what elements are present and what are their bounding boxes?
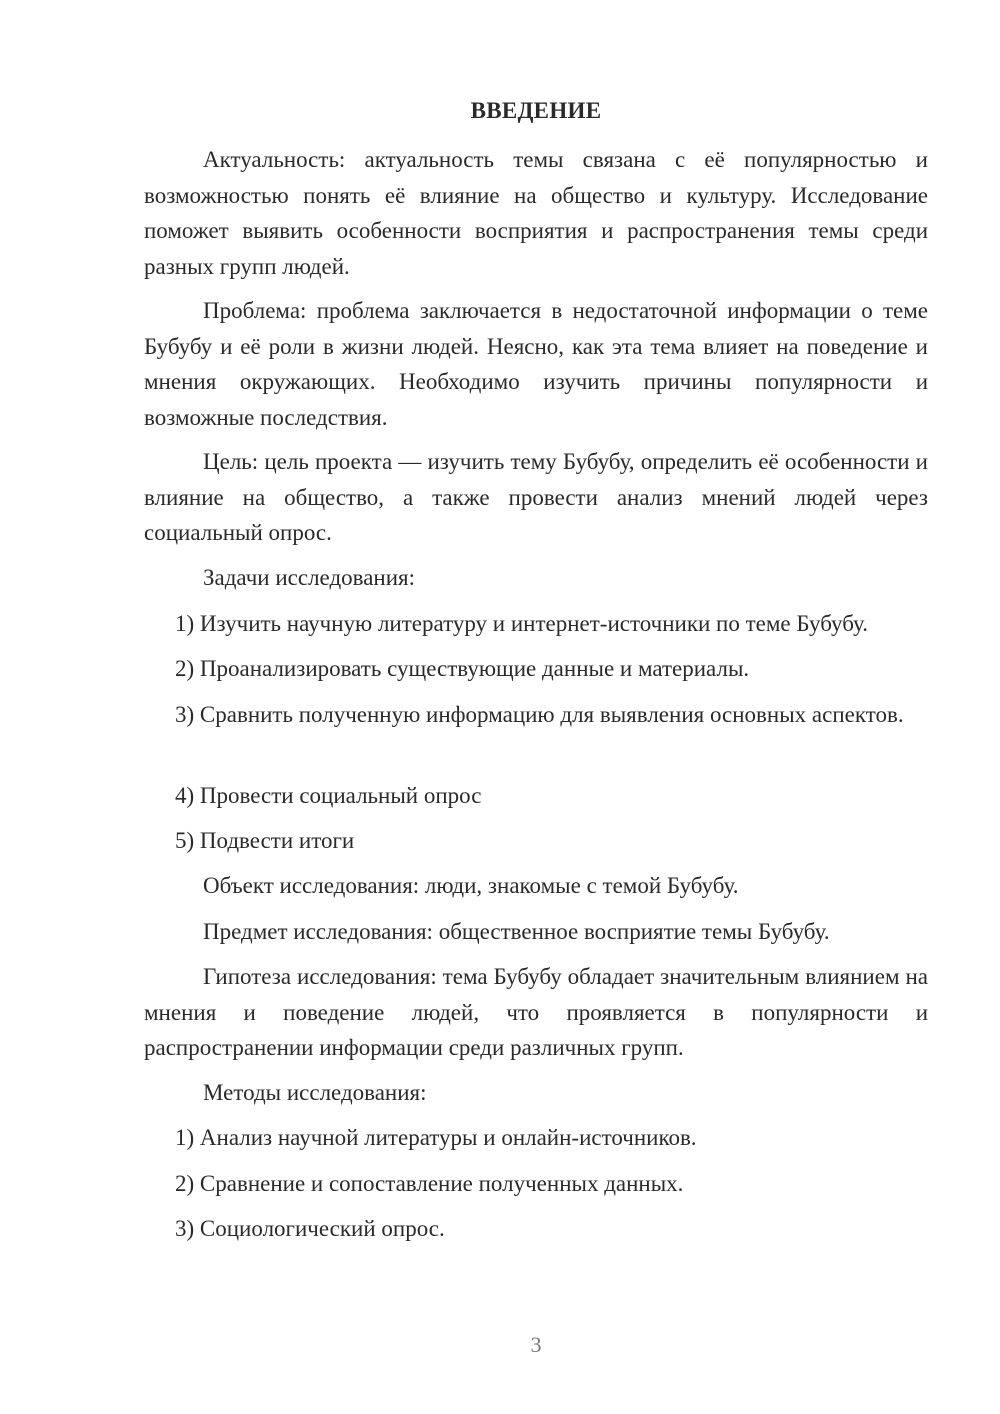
paragraph-subject: Предмет исследования: общественное восприятие темы Бубубу. <box>203 919 830 944</box>
paragraph-object: Объект исследования: люди, знакомые с темой Бубубу. <box>203 873 739 898</box>
method-item: 3) Социологический опрос. <box>175 1216 445 1241</box>
page-number: 3 <box>530 1332 542 1357</box>
method-item: 1) Анализ научной литературы и онлайн-источников. <box>175 1125 697 1150</box>
paragraph-relevance: Актуальность: актуальность темы связана с её популярностью и возможностью понять её влияние на общество и культуру. Исследование поможет выявить особенности восприятия и распространения темы среди разных групп людей. <box>144 147 928 279</box>
task-item: 3) Сравнить полученную информацию для выявления основных аспектов. <box>175 702 904 727</box>
tasks-heading: Задачи исследования: <box>203 565 416 590</box>
task-item: 2) Проанализировать существующие данные и материалы. <box>175 656 750 681</box>
task-item: 5) Подвести итоги <box>175 828 355 853</box>
paragraph-hypothesis: Гипотеза исследования: тема Бубубу обладает значительным влиянием на мнения и поведение людей, что проявляется в популярности и распространении информации среди различных групп. <box>144 964 928 1060</box>
methods-heading: Методы исследования: <box>203 1080 427 1105</box>
task-item: 4) Провести социальный опрос <box>175 783 482 808</box>
task-item: 1) Изучить научную литературу и интернет-источники по теме Бубубу. <box>175 611 869 636</box>
method-item: 2) Сравнение и сопоставление полученных данных. <box>175 1171 684 1196</box>
paragraph-goal: Цель: цель проекта — изучить тему Бубубу, определить её особенности и влияние на общество, а также провести анализ мнений людей через социальный опрос. <box>144 449 928 545</box>
document-page <box>144 0 928 1414</box>
paragraph-problem: Проблема: проблема заключается в недостаточной информации о теме Бубубу и её роли в жизни людей. Неясно, как эта тема влияет на поведение и мнения окружающих. Необходимо изучить причины популярности и возможные последствия. <box>144 298 928 430</box>
section-title: ВВЕДЕНИЕ <box>470 98 602 123</box>
